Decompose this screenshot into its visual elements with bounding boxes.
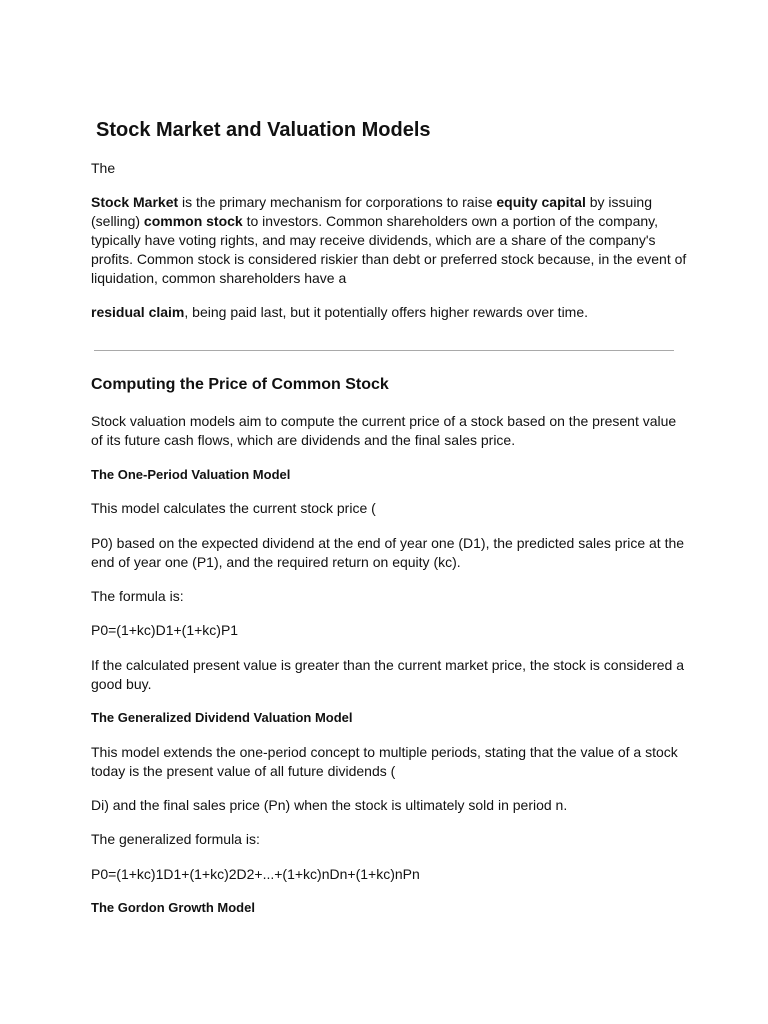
intro-fragment: The [91,160,116,176]
text-span: by issuing (selling) [91,194,653,229]
gordon-heading: The Gordon Growth Model [91,900,255,915]
term-residual-claim: residual claim [91,304,185,320]
section-heading: Computing the Price of Common Stock [91,376,389,393]
term-common-stock: common stock [143,213,243,229]
residual-claim-paragraph [91,303,691,322]
one-period-heading: The One-Period Valuation Model [91,467,291,482]
stock-market-paragraph [91,193,691,288]
generalized-formula: P0=(1+kc)1D1+(1+kc)2D2+...+(1+kc)nDn+(1+kc)nPn [91,866,420,882]
term-equity-capital: equity capital [496,194,586,210]
horizontal-divider [94,350,674,351]
generalized-heading: The Generalized Dividend Valuation Model [91,710,353,725]
formula-label: The formula is: [91,588,184,604]
generalized-paragraph-1: This model extends the one-period concept to multiple periods, stating that the value of a stock today is the present value of all future dividends ( [91,744,678,779]
one-period-formula: P0=(1+kc)D1+(1+kc)P1 [91,622,239,638]
one-period-paragraph-2: P0) based on the expected dividend at the end of year one (D1), the predicted sales price at the end of year one (P1), and the required return on equity (kc). [91,535,685,570]
text-span: to investors. Common shareholders own a portion of the company, typically have voting rights, and may receive dividends, which are a share of the company's profits. Common stock is considered riskier than debt or preferred stock because, in the event of liquidation, common shareholders have a [91,213,687,286]
document-title: Stock Market and Valuation Models [96,119,431,141]
term-stock-market: Stock Market [91,194,179,210]
section-intro-paragraph: Stock valuation models aim to compute the current price of a stock based on the present value of its future cash flows, which are dividends and the final sales price. [91,413,677,448]
generalized-paragraph-2: Di) and the final sales price (Pn) when the stock is ultimately sold in period n. [91,797,568,813]
good-buy-paragraph: If the calculated present value is greater than the current market price, the stock is considered a good buy. [91,657,684,692]
one-period-paragraph-1: This model calculates the current stock price ( [91,500,376,516]
generalized-formula-label: The generalized formula is: [91,831,260,847]
text-span: , being paid last, but it potentially offers higher rewards over time. [184,304,589,320]
text-span: is the primary mechanism for corporations to raise [178,194,497,210]
